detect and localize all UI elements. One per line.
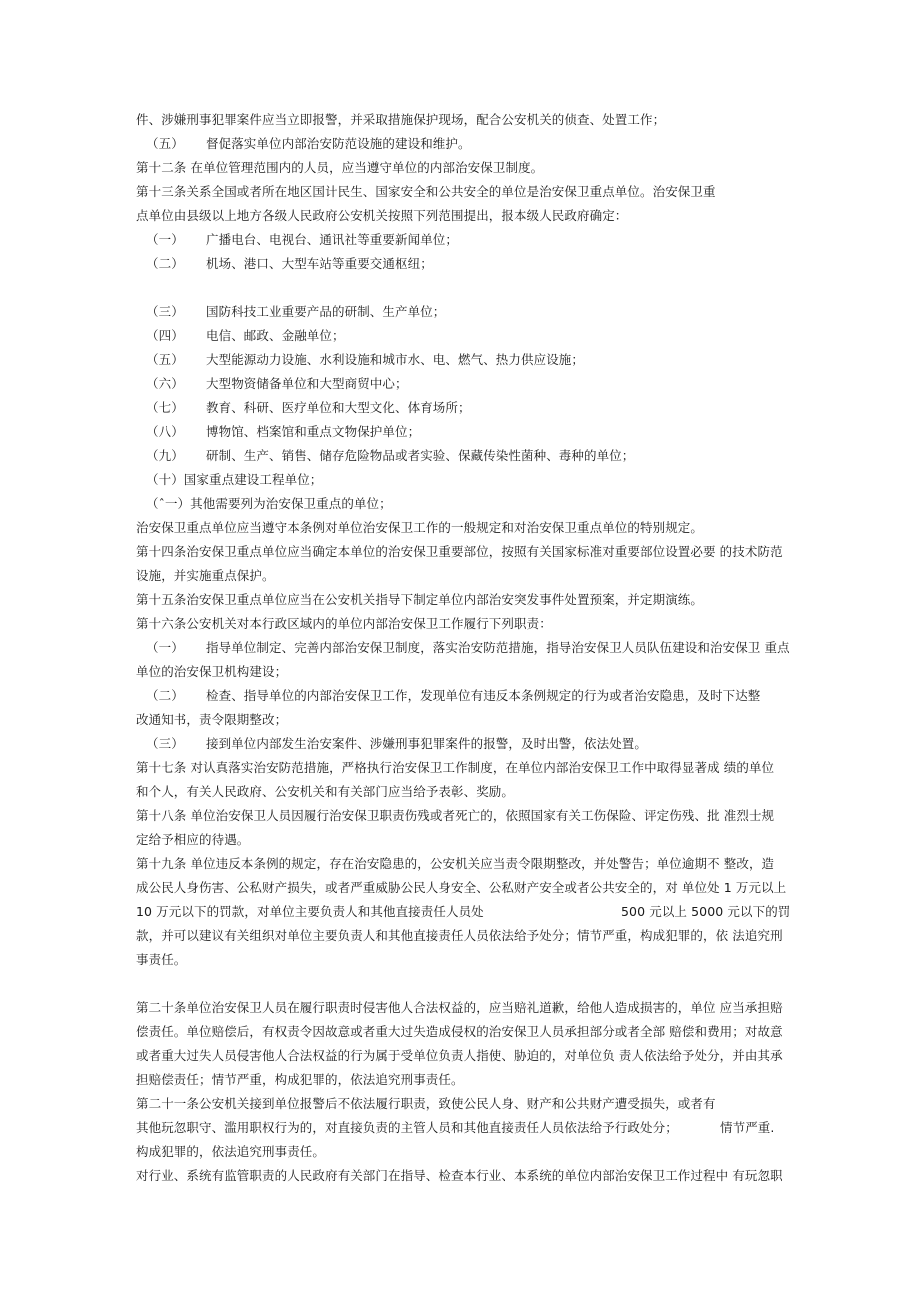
item-number: （七）: [146, 400, 184, 415]
list-item: [146, 352, 806, 368]
text-line: 事责任。: [136, 952, 187, 967]
list-item: [146, 376, 806, 392]
text-segment: 500 元以上 5000 元以下的罚: [621, 904, 791, 919]
item-text: 大型能源动力设施、水利设施和城市水、电、燃气、热力供应设施；: [206, 352, 585, 367]
item-text: 接到单位内部发生治安案件、涉嫌刑事犯罪案件的报警，及时出警，依法处置。: [206, 736, 648, 751]
text-line: 或者重大过失人员侵害他人合法权益的行为属于受单位负责人指使、胁迫的，对单位负 责人依法给予处分，并由其承: [136, 1048, 783, 1063]
item-text: 机场、港口、大型车站等重要交通枢纽；: [206, 256, 433, 271]
text-line: 和个人，有关人民政府、公安机关和有关部门应当给予表彰、奖励。: [136, 784, 515, 799]
text-line: 单位的治安保卫机构建设；: [136, 664, 288, 679]
text-line: [136, 1120, 796, 1136]
list-item: [146, 136, 806, 152]
item-number: （二）: [146, 688, 184, 703]
item-text: 大型物资储备单位和大型商贸中心；: [206, 376, 408, 391]
list-item: [146, 232, 806, 248]
item-number: （一）: [146, 232, 184, 247]
list-item: [146, 424, 806, 440]
list-item: [146, 448, 806, 464]
list-item: [146, 736, 806, 752]
article-15: 第十五条治安保卫重点单位应当在公安机关指导下制定单位内部治安突发事件处置预案，并定期演练。: [136, 592, 704, 607]
list-item: [146, 328, 806, 344]
article-13: 第十三条关系全国或者所在地区国计民生、国家安全和公共安全的单位是治安保卫重点单位。治安保卫重: [136, 184, 716, 199]
item-number: （四）: [146, 328, 184, 343]
item-text: 广播电台、电视台、通讯社等重要新闻单位；: [206, 232, 459, 247]
item-text: 指导单位制定、完善内部治安保卫制度，落实治安防范措施，指导治安保卫人员队伍建设和治安保卫 重点: [206, 640, 790, 655]
item-number: （八）: [146, 424, 184, 439]
item-text: 电信、邮政、金融单位；: [206, 328, 345, 343]
item-number: （三）: [146, 304, 184, 319]
article-16: 第十六条公安机关对本行政区域内的单位内部治安保卫工作履行下列职责：: [136, 616, 552, 631]
item-number: （五）: [146, 136, 184, 151]
article-17: 第十七条 对认真落实治安防范措施，严格执行治安保卫工作制度，在单位内部治安保卫工作中取得显著成 绩的单位: [136, 760, 775, 775]
list-item: （ˆ一）其他需要列为治安保卫重点的单位；: [146, 496, 392, 511]
text-line: 担赔偿责任；情节严重，构成犯罪的，依法追究刑事责任。: [136, 1072, 464, 1087]
text-line: 点单位由县级以上地方各级人民政府公安机关按照下列范围提出，报本级人民政府确定：: [136, 208, 628, 223]
item-number: （一）: [146, 640, 184, 655]
list-item: [146, 400, 806, 416]
item-text: 督促落实单位内部治安防范设施的建设和维护。: [206, 136, 471, 151]
list-item: [146, 256, 806, 272]
article-19: 第十九条 单位违反本条例的规定，存在治安隐患的，公安机关应当责令限期整改，并处警告；单位逾期不 整改，造: [136, 856, 775, 871]
list-item: [146, 304, 806, 320]
item-number: （三）: [146, 736, 184, 751]
list-item: （十）国家重点建设工程单位；: [146, 472, 323, 487]
text-line: 治安保卫重点单位应当遵守本条例对单位治安保卫工作的一般规定和对治安保卫重点单位的特别规定。: [136, 520, 704, 535]
item-number: （六）: [146, 376, 184, 391]
list-item: [146, 688, 806, 704]
item-text: 博物馆、档案馆和重点文物保护单位；: [206, 424, 421, 439]
text-line: 成公民人身伤害、公私财产损失，或者严重威胁公民人身安全、公私财产安全或者公共安全的，对 单位处 1 万元以上: [136, 880, 787, 895]
text-line: 构成犯罪的，依法追究刑事责任。: [136, 1144, 326, 1159]
text-line: 设施，并实施重点保护。: [136, 568, 275, 583]
article-14: 第十四条治安保卫重点单位应当确定本单位的治安保卫重要部位，按照有关国家标准对重要部位设置必要 的技术防范: [136, 544, 783, 559]
item-number: （二）: [146, 256, 184, 271]
item-text: 教育、科研、医疗单位和大型文化、体育场所；: [206, 400, 471, 415]
item-text: 国防科技工业重要产品的研制、生产单位；: [206, 304, 446, 319]
text-segment: 10 万元以下的罚款，对单位主要负责人和其他直接责任人员处: [136, 904, 484, 919]
item-text: 研制、生产、销售、储存危险物品或者实验、保藏传染性菌种、毒种的单位；: [206, 448, 635, 463]
text-line: 款，并可以建议有关组织对单位主要负责人和其他直接责任人员依法给予处分；情节严重，构成犯罪的，依 法追究刑: [136, 928, 783, 943]
list-item: [146, 640, 806, 656]
text-segment: 其他玩忽职守、滥用职权行为的，对直接负责的主管人员和其他直接责任人员依法给予行政处分；: [136, 1120, 678, 1135]
text-segment: 情节严重.: [720, 1120, 775, 1135]
article-18: 第十八条 单位治安保卫人员因履行治安保卫职责伤残或者死亡的，依照国家有关工伤保险、评定伤残、批 准烈士规: [136, 808, 775, 823]
text-line: 定给予相应的待遇。: [136, 832, 250, 847]
text-line: 改通知书，责令限期整改；: [136, 712, 288, 727]
text-line: 件、涉嫌刑事犯罪案件应当立即报警，并采取措施保护现场，配合公安机关的侦查、处置工作；: [136, 112, 666, 127]
item-text: 检查、指导单位的内部治安保卫工作，发现单位有违反本条例规定的行为或者治安隐患，及时下达整: [206, 688, 761, 703]
item-number: （五）: [146, 352, 184, 367]
text-line: 对行业、系统有监管职责的人民政府有关部门在指导、检查本行业、本系统的单位内部治安保卫工作过程中 有玩忽职: [136, 1168, 783, 1183]
text-line: 偿责任。单位赔偿后，有权责令因故意或者重大过失造成侵权的治安保卫人员承担部分或者全部 赔偿和费用；对故意: [136, 1024, 783, 1039]
article-20: 第二十条单位治安保卫人员在履行职责时侵害他人合法权益的，应当赔礼道歉，给他人造成损害的，单位 应当承担赔: [136, 1000, 783, 1015]
article-21: 第二十一条公安机关接到单位报警后不依法履行职责，致使公民人身、财产和公共财产遭受损失，或者有: [136, 1096, 716, 1111]
article-12: 第十二条 在单位管理范围内的人员，应当遵守单位的内部治安保卫制度。: [136, 160, 544, 175]
item-number: （九）: [146, 448, 184, 463]
text-line: [136, 904, 796, 920]
